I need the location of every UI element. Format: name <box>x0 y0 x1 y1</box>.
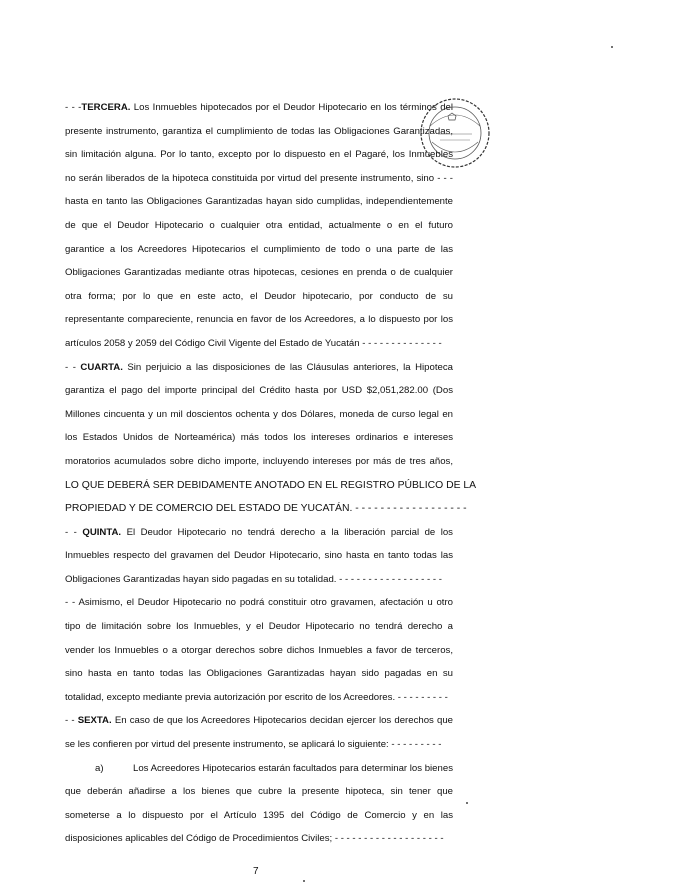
document-line <box>65 733 453 757</box>
clause-dashes: - - - <box>65 102 82 113</box>
page-number: 7 <box>253 866 259 877</box>
line-text: En caso de que los Acreedores Hipotecarios decidan ejercer los derechos que <box>111 715 453 727</box>
document-line <box>65 709 453 733</box>
document-line <box>65 591 453 615</box>
document-line <box>65 167 453 191</box>
document-line <box>65 379 453 403</box>
document-line <box>65 403 453 427</box>
scan-speck <box>303 880 305 882</box>
line-text: tipo de limitación sobre los Inmuebles, y el Deudor Hipotecario no tendrá derecho a <box>65 621 453 633</box>
document-line <box>65 686 453 710</box>
document-line <box>65 261 453 285</box>
document-line <box>65 426 453 450</box>
line-text: disposiciones aplicables del Código de Procedimientos Civiles; - - - - - - - - - - - - - - - - - - - <box>65 833 444 845</box>
clause-dashes: - - <box>65 361 76 373</box>
line-text: Millones cincuenta y un mil doscientos ochenta y dos Dólares, moneda de curso legal en <box>65 408 453 420</box>
document-line <box>65 356 453 380</box>
line-text: que deberán añadirse a los bienes que cubre la presente hipoteca, sin tener que <box>65 786 453 798</box>
document-line <box>65 662 453 686</box>
scan-speck <box>611 46 613 48</box>
document-line <box>65 450 453 474</box>
line-text: artículos 2058 y 2059 del Código Civil Vigente del Estado de Yucatán - - - - - - - - - - - - - - <box>65 337 442 349</box>
line-text: El Deudor Hipotecario no tendrá derecho a la liberación parcial de los <box>121 526 453 538</box>
line-text: garantice a los Acreedores Hipotecarios el cumplimiento de todo o una parte de las <box>65 243 453 255</box>
document-line <box>65 568 453 592</box>
document-line <box>65 474 477 498</box>
line-text: Inmuebles respecto del gravamen del Deudor Hipotecario, sino hasta en tanto todas las <box>65 550 453 562</box>
document-line <box>65 214 453 238</box>
scan-speck <box>466 802 468 804</box>
document-line <box>65 143 453 167</box>
line-text: LO QUE DEBERÁ SER DEBIDAMENTE ANOTADO EN EL REGISTRO PÚBLICO DE LA <box>65 479 477 491</box>
clause-dashes: - - <box>65 715 75 727</box>
document-line <box>65 238 453 262</box>
line-text: otra forma; por lo que en este acto, el Deudor hipotecario, por conducto de su <box>65 290 453 302</box>
document-line <box>65 827 453 851</box>
line-text: Los Inmuebles hipotecados por el Deudor Hipotecario en los términos del <box>130 102 454 113</box>
line-text: los Estados Unidos de Norteamérica) más todos los intereses ordinarios e intereses <box>65 432 453 444</box>
document-line <box>65 120 453 144</box>
document-line <box>65 615 453 639</box>
line-text: Sin perjuicio a las disposiciones de las Cláusulas anteriores, la Hipoteca <box>122 361 453 373</box>
clause-heading: QUINTA. <box>76 526 122 538</box>
document-line <box>65 544 453 568</box>
line-text: no serán liberados de la hipoteca constituida por virtud del presente instrumento, sino - - - <box>65 172 453 184</box>
line-text: sino hasta en tanto todas las Obligaciones Garantizadas hayan sido pagadas en su <box>65 668 453 680</box>
line-text: presente instrumento, garantiza el cumplimiento de todas las Obligaciones Garantizadas, <box>65 125 453 137</box>
line-text: PROPIEDAD Y DE COMERCIO DEL ESTADO DE YUCATÁN. - - - - - - - - - - - - - - - - - - <box>65 503 467 515</box>
line-text: Los Acreedores Hipotecarios estarán facultados para determinar los bienes <box>133 762 453 774</box>
document-line <box>65 308 453 332</box>
document-line <box>65 780 453 804</box>
line-text: - - Asimismo, el Deudor Hipotecario no podrá constituir otro gravamen, afectación u otro <box>65 597 453 609</box>
document-body <box>65 96 477 851</box>
line-text: Obligaciones Garantizadas mediante otras hipotecas, cesiones en prenda o de cualquier <box>65 267 453 279</box>
clause-dashes: - - <box>65 526 77 538</box>
document-line <box>65 497 467 521</box>
line-text: de que el Deudor Hipotecario o cualquier otra entidad, actualmente o en el futuro <box>65 219 453 231</box>
line-text: Obligaciones Garantizadas hayan sido pagadas en su totalidad. - - - - - - - - - - - - - - - - - - <box>65 573 442 585</box>
clause-heading: TERCERA. <box>81 102 131 113</box>
document-line <box>65 332 453 356</box>
line-text: moratorios acumulados sobre dicho importe, incluyendo intereses por más de tres años, <box>65 455 453 467</box>
document-line <box>65 285 453 309</box>
line-text: representante compareciente, renuncia en favor de los Acreedores, a lo dispuesto por los <box>65 314 453 326</box>
document-line <box>65 639 453 663</box>
document-line <box>65 190 453 214</box>
clause-heading: CUARTA. <box>75 361 123 373</box>
line-text: garantiza el pago del importe principal del Crédito hasta por USD $2,051,282.00 (Dos <box>65 385 453 397</box>
line-text: se les confieren por virtud del presente instrumento, se aplicará lo siguiente: - - - - - - - - - <box>65 739 442 751</box>
clause-heading: SEXTA. <box>74 715 112 727</box>
line-text: totalidad, excepto mediante previa autorización por escrito de los Acreedores. - - - - - - - - - <box>65 691 448 703</box>
list-marker: a) <box>95 762 104 774</box>
line-text: vender los Inmuebles o a otorgar derechos sobre dichos Inmuebles a favor de terceros, <box>65 644 453 656</box>
line-text: someterse a lo dispuesto por el Artículo 1395 del Código de Comercio y en las <box>65 809 453 821</box>
notary-seal-icon <box>418 96 492 170</box>
line-text: sin limitación alguna. Por lo tanto, excepto por lo dispuesto en el Pagaré, los Inmuebles <box>65 149 453 161</box>
document-line <box>65 804 453 828</box>
document-line <box>65 521 453 545</box>
document-line <box>65 757 453 781</box>
line-text: hasta en tanto las Obligaciones Garantizadas hayan sido cumplidas, independientemente <box>65 196 453 208</box>
document-line <box>65 96 453 120</box>
